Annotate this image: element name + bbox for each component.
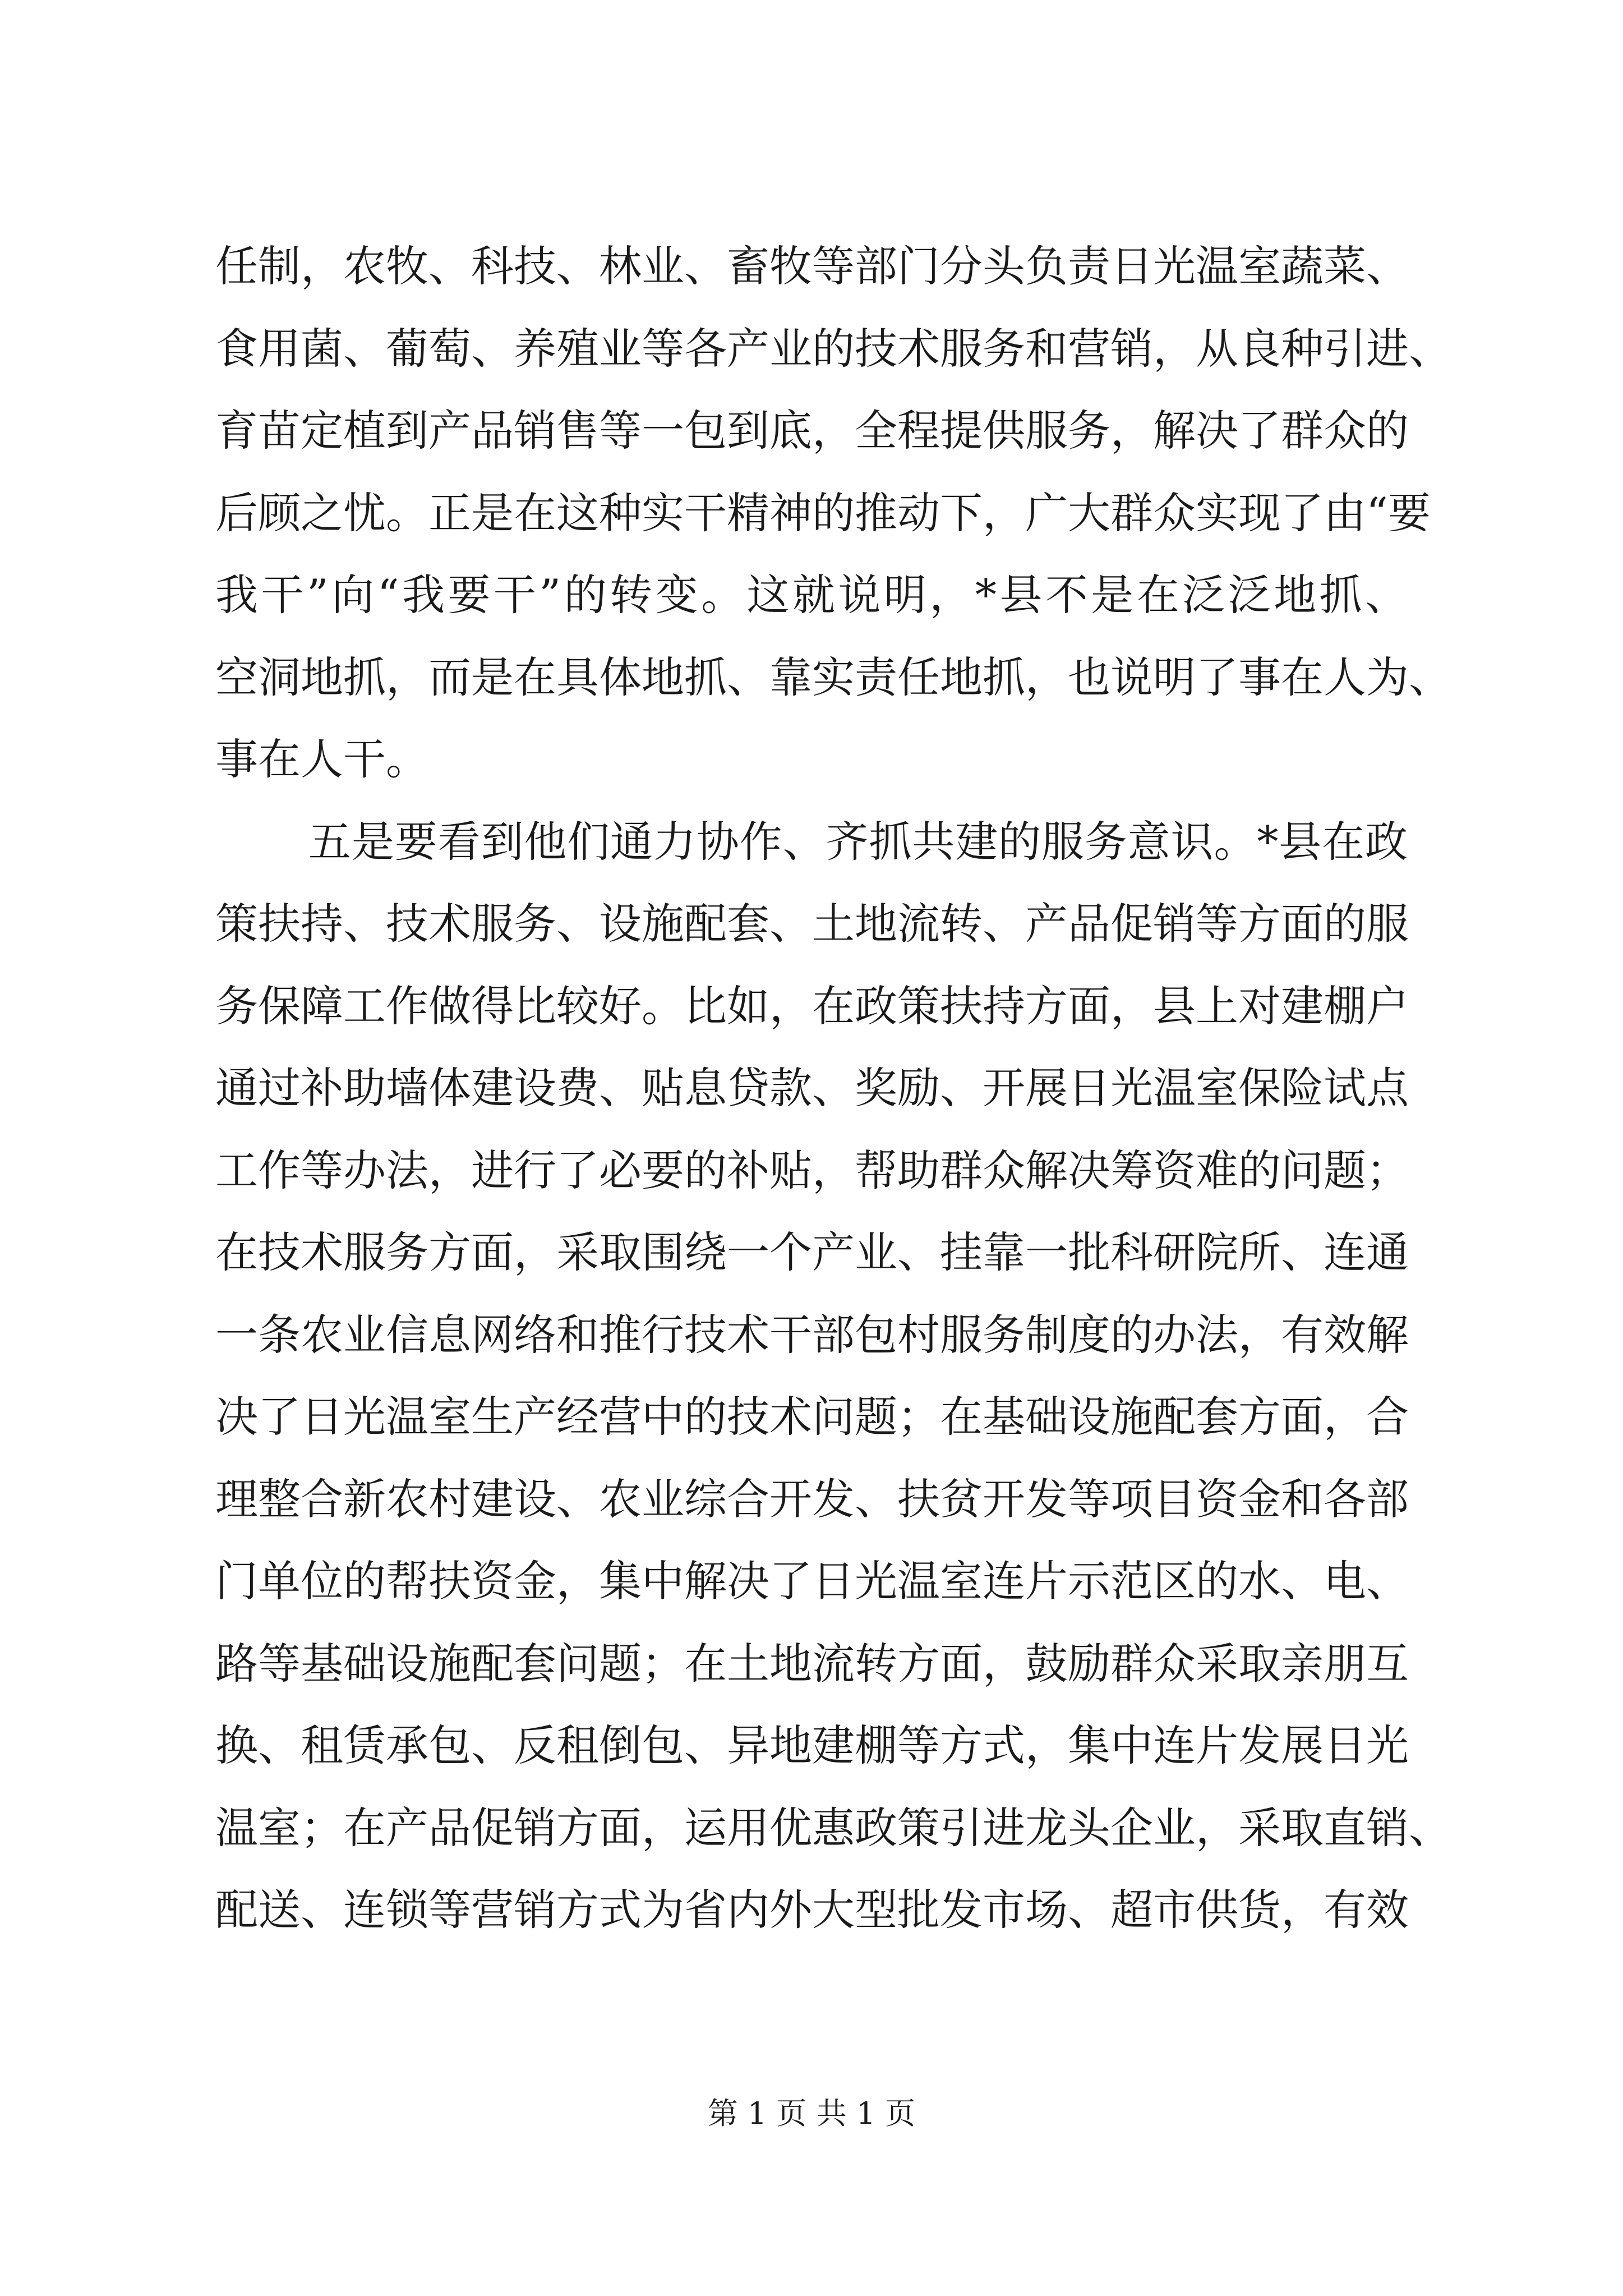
text-line: 务保障工作做得比较好。比如，在政策扶持方面，县上对建棚户 <box>215 981 1409 1031</box>
text-line: 门单位的帮扶资金，集中解决了日光温室连片示范区的水、电、 <box>215 1556 1409 1606</box>
text-line: 一条农业信息网络和推行技术干部包村服务制度的办法，有效解 <box>215 1309 1409 1360</box>
text-line: 换、租赁承包、反租倒包、异地建棚等方式，集中连片发展日光 <box>215 1720 1409 1770</box>
paragraph-start-line: 五是要看到他们通力协作、齐抓共建的服务意识。*县在政 <box>308 816 1408 867</box>
text-line: 空洞地抓，而是在具体地抓、靠实责任地抓，也说明了事在人为、 <box>215 652 1451 702</box>
text-line: 育苗定植到产品销售等一包到底，全程提供服务，解决了群众的 <box>215 406 1409 455</box>
text-line: 策扶持、技术服务、设施配套、土地流转、产品促销等方面的服 <box>215 899 1409 949</box>
text-line: 后顾之忧。正是在这种实干精神的推动下，广大群众实现了由“要 <box>215 487 1431 538</box>
text-line: 温室；在产品促销方面，运用优惠政策引进龙头企业，采取直销、 <box>215 1802 1451 1853</box>
text-line: 我干”向“我要干”的转变。这就说明，*县不是在泛泛地抓、 <box>215 570 1408 620</box>
text-line: 事在人干。 <box>215 734 428 784</box>
text-line: 配送、连锁等营销方式为省内外大型批发市场、超市供货，有效 <box>215 1885 1409 1935</box>
page-footer <box>0 2091 1623 2136</box>
text-line: 决了日光温室生产经营中的技术问题；在基础设施配套方面，合 <box>215 1392 1409 1442</box>
text-line: 在技术服务方面，采取围绕一个产业、挂靠一批科研院所、连通 <box>215 1227 1409 1277</box>
text-line: 路等基础设施配套问题；在土地流转方面，鼓励群众采取亲朋互 <box>215 1638 1409 1688</box>
page-number-label: 第 1 页 共 1 页 <box>707 2096 916 2131</box>
text-line: 通过补助墙体建设费、贴息贷款、奖励、开展日光温室保险试点 <box>215 1063 1409 1113</box>
text-line: 任制，农牧、科技、林业、畜牧等部门分头负责日光温室蔬菜、 <box>215 241 1409 291</box>
text-line: 食用菌、葡萄、养殖业等各产业的技术服务和营销，从良种引进、 <box>215 323 1451 374</box>
text-line: 理整合新农村建设、农业综合开发、扶贫开发等项目资金和各部 <box>215 1474 1409 1524</box>
text-line: 工作等办法，进行了必要的补贴，帮助群众解决筹资难的问题； <box>215 1145 1409 1195</box>
document-body <box>215 226 1451 1952</box>
